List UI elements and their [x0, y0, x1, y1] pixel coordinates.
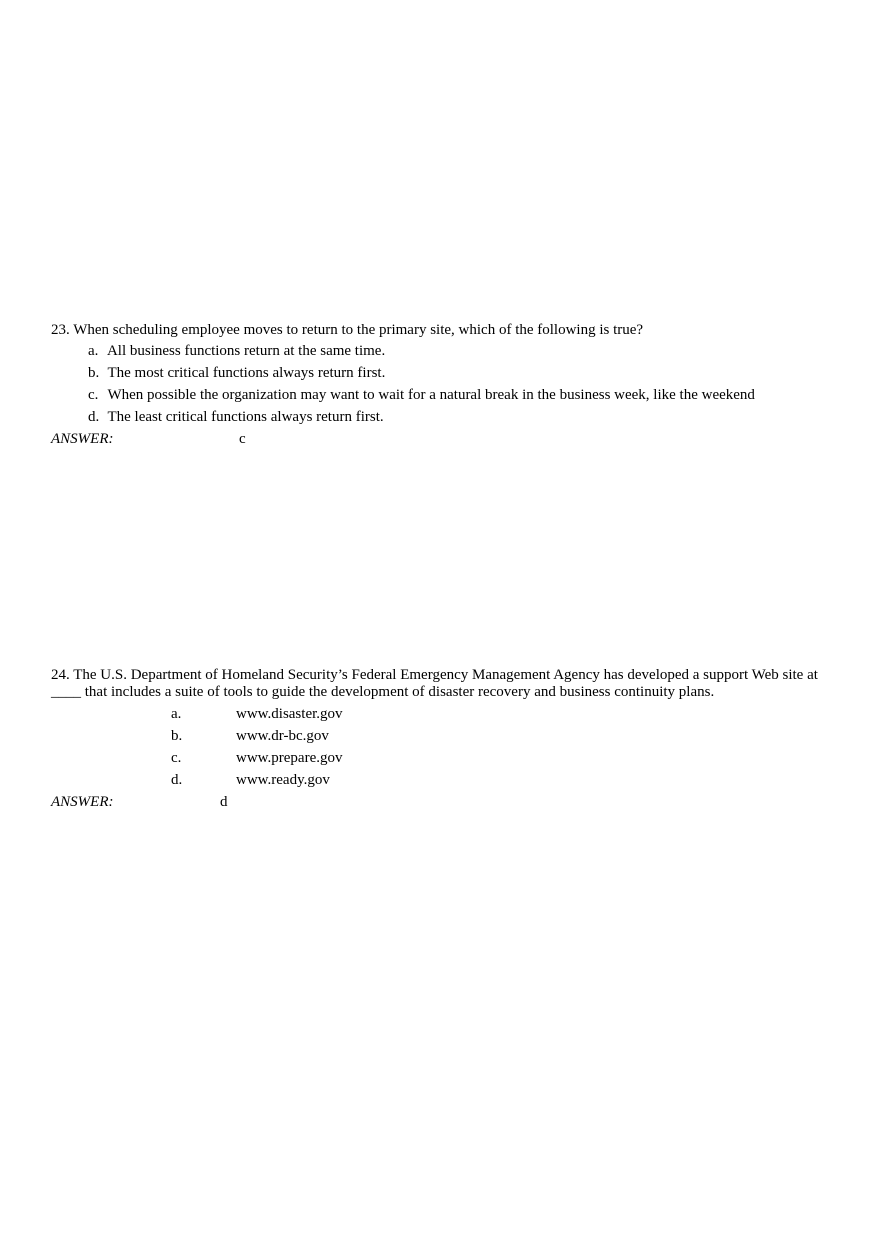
option-letter: c.: [171, 750, 182, 766]
options-list: [51, 703, 841, 791]
option-letter: d.: [88, 409, 100, 425]
answer-value: c: [239, 431, 246, 447]
option-letter: c.: [88, 387, 99, 403]
option-b: [51, 725, 841, 747]
option-c: [88, 384, 841, 406]
question-stem: 23. When scheduling employee moves to return to the primary site, which of the following is true?: [51, 322, 644, 338]
answer-row: [51, 791, 841, 813]
option-text: www.ready.gov: [236, 772, 330, 788]
question-24: [51, 667, 841, 813]
option-letter: a.: [171, 706, 182, 722]
options-list: [51, 340, 841, 428]
option-letter: b.: [171, 728, 183, 744]
option-letter: b.: [88, 365, 100, 381]
option-text: The least critical functions always return first.: [107, 409, 384, 425]
option-a: [51, 703, 841, 725]
option-letter: d.: [171, 772, 183, 788]
option-text: When possible the organization may want to wait for a natural break in the business week, like the weekend: [107, 387, 755, 403]
option-d: [51, 769, 841, 791]
option-d: [88, 406, 841, 428]
question-23: [51, 322, 841, 450]
option-letter: a.: [88, 343, 99, 359]
answer-value: d: [220, 794, 228, 810]
option-c: [51, 747, 841, 769]
option-text: The most critical functions always return first.: [107, 365, 386, 381]
option-text: www.dr-bc.gov: [236, 728, 329, 744]
option-text: www.prepare.gov: [236, 750, 343, 766]
option-b: [88, 362, 841, 384]
option-text: All business functions return at the same time.: [106, 343, 386, 359]
answer-label: ANSWER:: [51, 794, 114, 810]
answer-row: [51, 428, 841, 450]
option-text: www.disaster.gov: [236, 706, 343, 722]
answer-label: ANSWER:: [51, 431, 114, 447]
question-stem: 24. The U.S. Department of Homeland Security’s Federal Emergency Management Agency has developed a support Web site at ____ that includes a suite of tools to guide the development of disaster recovery and business continuity plans.: [51, 667, 818, 700]
option-a: [88, 340, 841, 362]
